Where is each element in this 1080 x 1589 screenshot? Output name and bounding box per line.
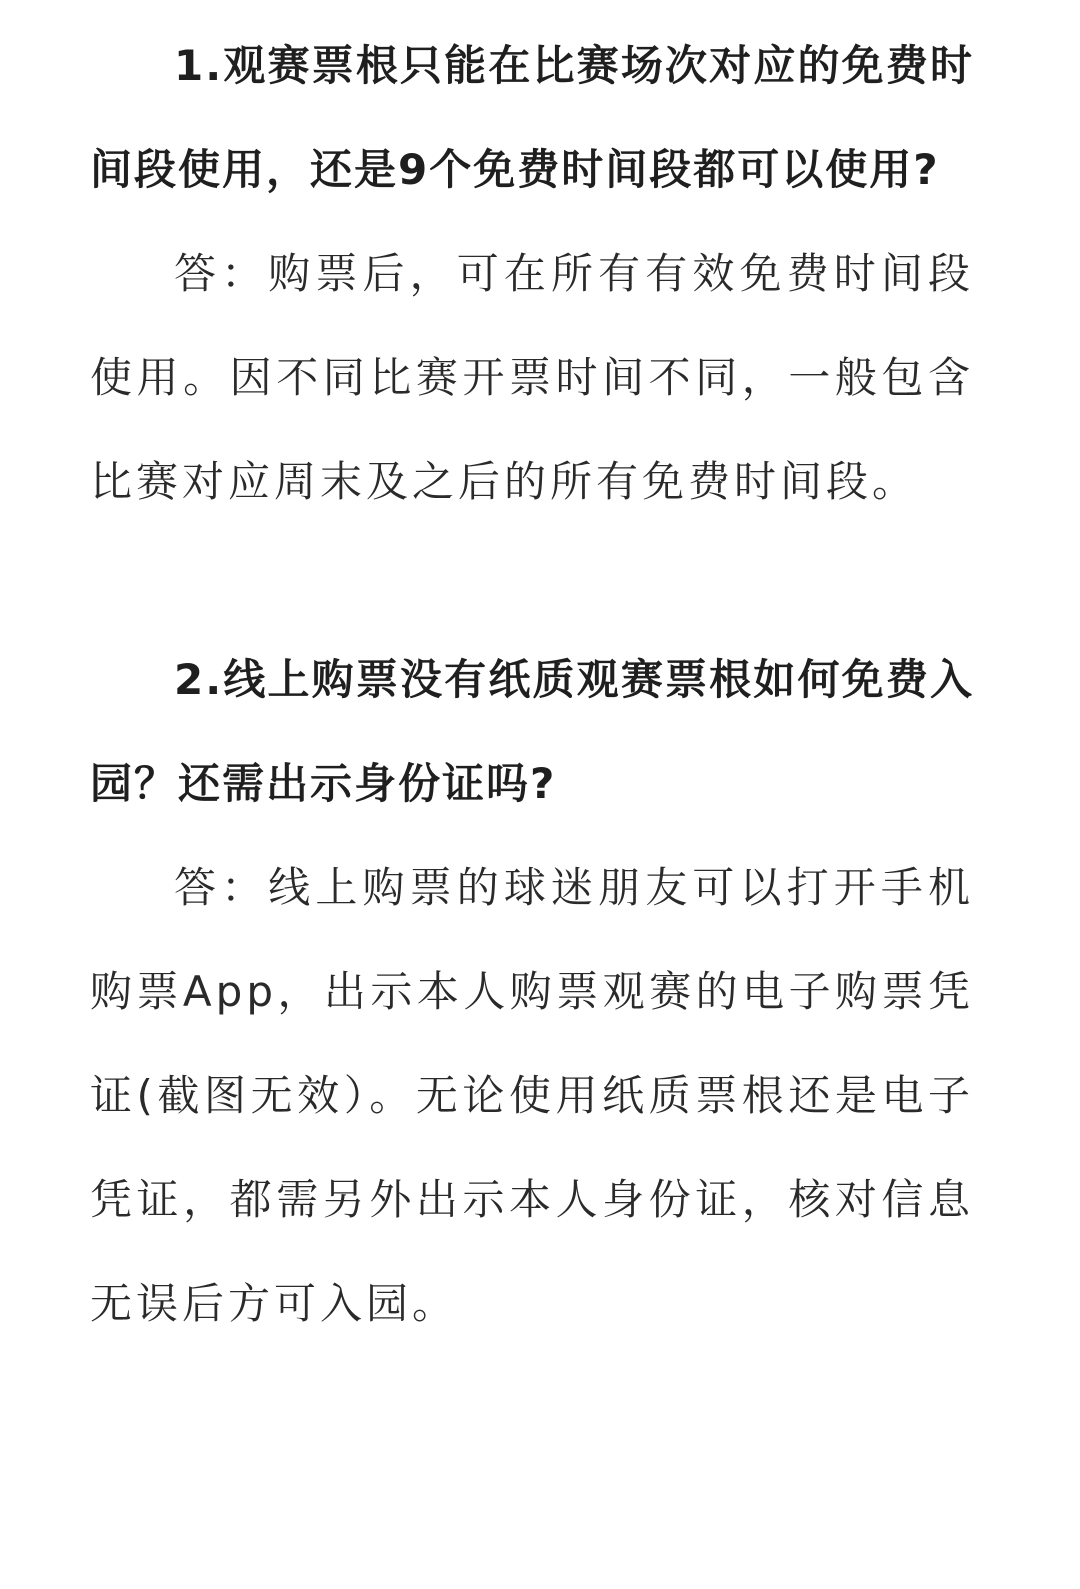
answer-1: 答：购票后，可在所有有效免费时间段使用。因不同比赛开票时间不同，一般包含比赛对应周末及之后的所有免费时间段。 [90,249,974,506]
bottom-fade-overlay [0,1529,1080,1589]
answer-2: 答：线上购票的球迷朋友可以打开手机购票App，出示本人购票观赛的电子购票凭证(截图无效）。无论使用纸质票根还是电子凭证，都需另外出示本人身份证，核对信息无误后方可入园。 [90,863,974,1328]
article-body [90,14,974,1356]
question-2: 2.线上购票没有纸质观赛票根如何免费入园？还需出示身份证吗? [90,655,974,808]
section-divider [90,534,974,628]
question-1: 1.观赛票根只能在比赛场次对应的免费时间段使用，还是9个免费时间段都可以使用? [90,41,974,194]
